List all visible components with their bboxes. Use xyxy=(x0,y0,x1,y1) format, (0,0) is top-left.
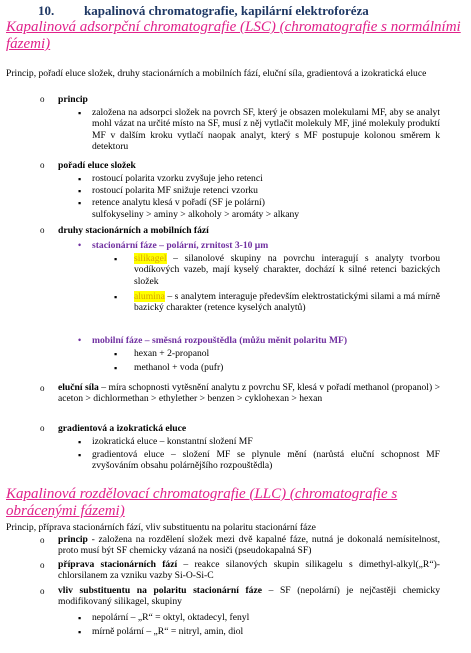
bullet-circle: o xyxy=(40,586,45,596)
llc-priprava-text: – reakce silanových skupin silikagelu s dimethyl-alkyl(„R“)-chlorsilanem za vzniku vazby Si-O-Si-C xyxy=(58,559,440,582)
bullet-square: ▪ xyxy=(78,627,82,637)
elucni-sila-label: eluční síla xyxy=(58,382,99,393)
bullet-circle: o xyxy=(40,160,45,170)
llc-princip-text: - založena na rozdělení složek mezi dvě kapalné fáze, nutná je dokonalá nemísitelnost, proto musí být SF chemicky vázaná na nosiči (pseudokapalná SF) xyxy=(58,534,440,557)
stationary-phase-label: stacionární fáze – polární, zrnitost 3-10 μm xyxy=(92,240,269,251)
lsc-poradi-item-2: retence analytu klesá v pořadí (SF je polární) xyxy=(92,197,265,208)
lsc-princip-text: založena na adsorpci složek na povrch SF, který je obsazen molekulami MF, aby se analyt mohl vázat na určité místo na SF, musí z něj vytlačit molekuly MF, jiné molekuly produktí MF v dalším kroku vytlačí naopak analyt, který s MF postupuje kolonou směrem k detektoru xyxy=(92,107,440,153)
bullet-diamond: • xyxy=(78,240,82,250)
lsc-intro: Princip, pořadí eluce složek, druhy stacionárních a mobilních fází, eluční síla, gradientová a izokratická eluce xyxy=(6,68,427,79)
lsc-poradi-label: pořadí eluce složek xyxy=(58,160,136,171)
mobile-phase-item-1: methanol + voda (pufr) xyxy=(134,362,224,373)
llc-princip-label: princip xyxy=(58,534,88,545)
bullet-square: ▪ xyxy=(114,349,118,359)
bullet-square: ▪ xyxy=(78,174,82,184)
lsc-title: Kapalinová adsorpční chromatografie (LSC) (chromatografie s normálními fázemi) xyxy=(6,19,461,52)
alumina-paragraph xyxy=(134,291,440,314)
bullet-square: ▪ xyxy=(78,186,82,196)
silikagel-text: – silanolové skupiny na povrchu interagují s analyty tvorbou vodíkových vazeb, mají kyselý charakter, dochází k silné retenci bazických složek xyxy=(134,253,440,287)
bullet-square: ▪ xyxy=(114,292,118,302)
gradient-label: gradientová a izokratická eluce xyxy=(58,423,187,434)
llc-title: Kapalinová rozdělovací chromatografie (LLC) (chromatografie s obrácenými fázemi) xyxy=(6,486,398,519)
alumina-text: – s analytem interaguje především elektrostatickými silami a má mírně bazický charakter (retence kyselých analytů) xyxy=(134,291,440,314)
lsc-poradi-series: sulfokyseliny > aminy > alkoholy > aromáty > alkany xyxy=(92,209,300,220)
gradient-item-0: izokratická eluce – konstantní složení MF xyxy=(92,436,253,447)
llc-priprava-paragraph xyxy=(58,559,440,582)
llc-vliv-paragraph xyxy=(58,585,440,608)
gradient-item-1: gradientová eluce – složení MF se plynule mění (narůstá eluční schopnost MF zvyšováním obsahu polárnějšího rozpouštědla) xyxy=(92,449,440,472)
silikagel-paragraph xyxy=(134,253,440,287)
elucni-sila-paragraph xyxy=(58,382,440,405)
lsc-poradi-item-0: rostoucí polarita vzorku zvyšuje jeho retenci xyxy=(92,173,263,184)
bullet-square: ▪ xyxy=(78,437,82,447)
silikagel-highlight: silikagel xyxy=(134,253,167,264)
bullet-circle: o xyxy=(40,535,45,545)
bullet-circle: o xyxy=(40,225,45,235)
llc-vliv-text: – SF (nepolární) je nejčastěji chemicky modifikovaný silikagel, skupiny xyxy=(58,585,440,608)
lsc-poradi-item-1: rostoucí polarita MF snižuje retenci vzorku xyxy=(92,185,258,196)
bullet-circle: o xyxy=(40,423,45,433)
elucni-sila-text: – míra schopnosti vytěsnění analytu z povrchu SF, klesá v pořadí methanol (propanol) > aceton > dichlormethan > ethylether > benzen > cyklohexan > hexan xyxy=(58,382,441,405)
bullet-diamond: • xyxy=(78,335,82,345)
llc-item-1: mírně polární – „R“ = nitryl, amin, diol xyxy=(92,626,244,637)
bullet-square: ▪ xyxy=(114,363,118,373)
llc-princip-paragraph xyxy=(58,534,440,557)
llc-priprava-label: příprava stacionárních fází xyxy=(58,559,178,570)
mobile-phase-item-0: hexan + 2-propanol xyxy=(134,348,210,359)
section-number: 10. xyxy=(38,3,55,18)
alumina-highlight: alumina xyxy=(134,291,165,302)
bullet-circle: o xyxy=(40,560,45,570)
section-title: kapalinová chromatografie, kapilární elektroforéza xyxy=(84,3,369,18)
bullet-circle: o xyxy=(40,383,45,393)
section-heading xyxy=(38,3,369,19)
bullet-circle: o xyxy=(40,94,45,104)
bullet-square: ▪ xyxy=(78,198,82,208)
mobile-phase-label: mobilní fáze – směsná rozpouštědla (můžu měnit polaritu MF) xyxy=(92,335,348,346)
bullet-square: ▪ xyxy=(78,450,82,460)
llc-intro: Princip, příprava stacionárních fází, vliv substituentu na polaritu stacionární fáze xyxy=(6,522,316,533)
bullet-square: ▪ xyxy=(114,254,118,264)
bullet-square: ▪ xyxy=(78,613,82,623)
lsc-druhy-label: druhy stacionárních a mobilních fází xyxy=(58,225,209,236)
llc-item-0: nepolární – „R“ = oktyl, oktadecyl, fenyl xyxy=(92,612,250,623)
lsc-princip-label: princip xyxy=(58,94,88,105)
bullet-square: ▪ xyxy=(78,108,82,118)
llc-vliv-label: vliv substituentu na polaritu stacionární fáze xyxy=(58,585,262,596)
